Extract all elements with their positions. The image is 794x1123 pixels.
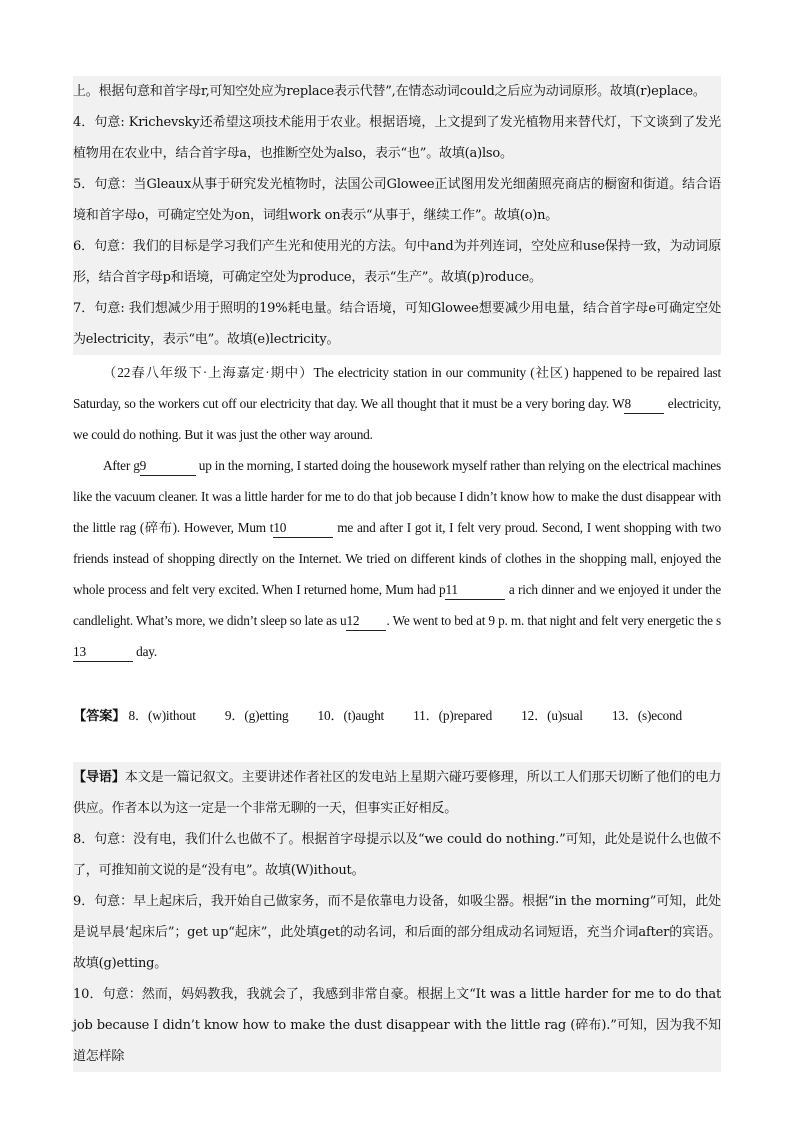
explanations-bottom bbox=[73, 762, 721, 1072]
passage-text: day. bbox=[133, 644, 157, 659]
answer-label: 【答案】 bbox=[73, 708, 126, 723]
passage-paragraph-2 bbox=[73, 450, 721, 667]
answer-item: 13．(s)econd bbox=[611, 708, 683, 723]
answer-line bbox=[73, 700, 721, 731]
guide-text: 本文是一篇记叙文。主要讲述作者社区的发电站上星期六碰巧要修理，所以工人们那天切断了他们的电力供应。作者本以为这一定是一个非常无聊的一天，但事实正好相反。 bbox=[73, 770, 721, 816]
passage-text: a rich dinner and we enjoyed it under the candlelight. What’s more, we didn’t sleep so late as u bbox=[73, 582, 722, 628]
answer-item: 10．(t)aught bbox=[317, 708, 385, 723]
blank-12: 12 bbox=[346, 612, 386, 631]
explanation-9: 9．句意：早上起床后，我开始自己做家务，而不是依靠电力设备，如吸尘器。根据“in the morning”可知，此处是说早晨‘起床后”；get up“起床”，此处填get的动名词，和后面的部分组成动名词短语，充当介词after的宾语。故填(g)etting。 bbox=[73, 894, 721, 971]
passage-paragraph-1 bbox=[73, 357, 721, 450]
explanation-5: 5．句意：当Gleaux从事于研究发光植物时，法国公司Glowee正试图用发光细菌照亮商店的橱窗和街道。结合语境和首字母o，可确定空处为on，词组work on表示“从事于，继续工作”。故填(o)n。 bbox=[73, 177, 721, 223]
passage-text: After g bbox=[103, 458, 140, 473]
passage-text: . We went to bed at 9 p. m. that night and felt very energetic the s bbox=[386, 613, 721, 628]
cloze-passage bbox=[73, 357, 721, 667]
explanation-line: 上。根据句意和首字母r,可知空处应为replace表示代替”,在情态动词could之后应为动词原形。故填(r)eplace。 bbox=[73, 84, 706, 99]
blank-8: 8 bbox=[624, 395, 664, 414]
blank-11: 11 bbox=[445, 581, 505, 600]
answer-item: 12．(u)sual bbox=[521, 708, 583, 723]
guide-label: 【导语】 bbox=[73, 770, 125, 785]
passage-text: electricity, we could do nothing. But it was just the other way around. bbox=[73, 396, 721, 442]
explanation-7: 7．句意: 我们想减少用于照明的19%耗电量。结合语境，可知Glowee想要减少用电量，结合首字母e可确定空处为electricity，表示“电”。故填(e)lectricity。 bbox=[73, 301, 721, 347]
answer-item: 8．(w)ithout bbox=[128, 708, 196, 723]
explanation-6: 6．句意：我们的目标是学习我们产生光和使用光的方法。句中and为并列连词，空处应和use保持一致，为动词原形，结合首字母p和语境，可确定空处为produce，表示“生产”。故填(p)roduce。 bbox=[73, 239, 721, 285]
guide-paragraph bbox=[73, 762, 721, 824]
passage-text: （22春八年级下·上海嘉定·期中）The electricity station in our community (社区) happened to be repaired last Saturday, so the workers cut off our electricity that day. We all thought that it must be a very boring day. W bbox=[73, 365, 721, 411]
passage-text: me and after I got it, I felt very proud. Second, I went shopping with two friends instead of shopping directly on the Internet. We tried on different kinds of clothes in the shopping mall, enjoyed the whole process and felt very excited. When I returned home, Mum had p bbox=[73, 520, 721, 597]
explanation-10: 10．句意：然而，妈妈教我，我就会了，我感到非常自豪。根据上文“It was a little harder for me to do that job because I didn’t know how to make the dust disappear with the little rag (碎布).”可知，因为我不知道怎样除 bbox=[73, 987, 721, 1064]
blank-13: 13 bbox=[73, 643, 133, 662]
passage-text: up in the morning, I started doing the housework myself rather than relying on the electrical machines like the vacuum cleaner. It was a little harder for me to do that job because I didn’t know how to make the dust disappear with the little rag (碎布). However, Mum t bbox=[73, 458, 721, 535]
answer-item: 9．(g)etting bbox=[224, 708, 289, 723]
explanations-top bbox=[73, 76, 721, 355]
blank-10: 10 bbox=[273, 519, 333, 538]
blank-9: 9 bbox=[140, 457, 196, 476]
explanation-4: 4．句意: Krichevsky还希望这项技术能用于农业。根据语境，上文提到了发光植物用来替代灯，下文谈到了发光植物用在农业中，结合首字母a，也推断空处为also，表示“也”。故填(a)lso。 bbox=[73, 115, 721, 161]
explanation-8: 8．句意：没有电，我们什么也做不了。根据首字母提示以及“we could do nothing.”可知，此处是说什么也做不了，可推知前文说的是“没有电”。故填(W)ithout。 bbox=[73, 832, 721, 878]
answer-item: 11．(p)repared bbox=[413, 708, 493, 723]
